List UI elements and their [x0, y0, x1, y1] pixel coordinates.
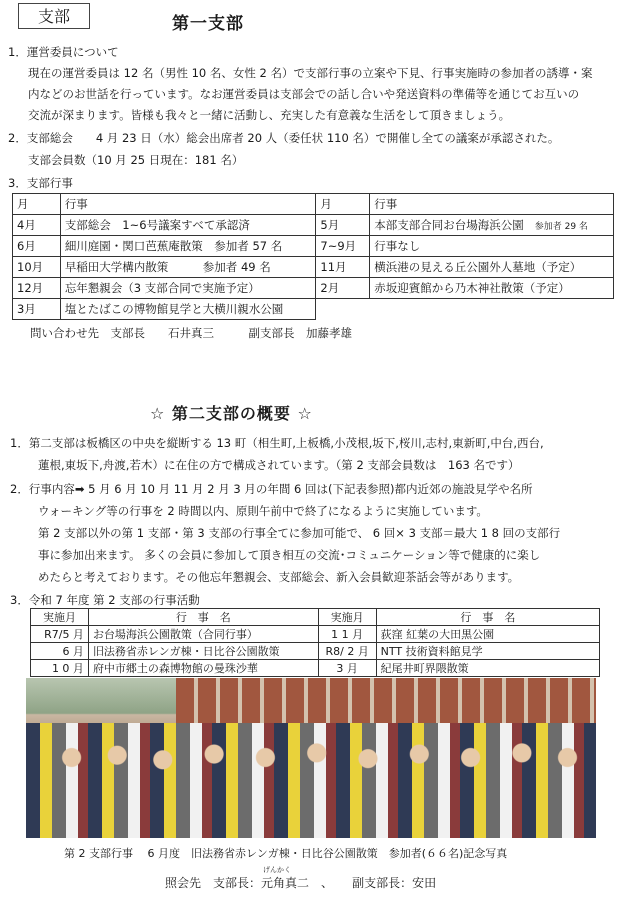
b2-item2-line: めたらと考えております。その他忘年懇親会、支部総会、新入会員歓迎茶話会等があります。	[38, 570, 520, 584]
photo-caption: 第 2 支部行事 6 月度 旧法務省赤レンガ棟・日比谷公園散策 参加者(６６名)記念写真	[64, 847, 508, 860]
table-row	[31, 643, 600, 660]
table-cell: R7/5 月	[31, 626, 89, 643]
table-cell: 4月	[13, 215, 61, 236]
table-cell: 10月	[13, 257, 61, 278]
table-cell: お台場海浜公園散策（合同行事）	[88, 626, 318, 643]
table-row	[13, 299, 614, 320]
table-header-cell: 月	[316, 194, 370, 215]
table-cell-empty	[316, 299, 370, 320]
table-cell: 忘年懇親会（3 支部合同で実施予定）	[60, 278, 316, 299]
group-photo	[26, 678, 596, 838]
table-header-row	[31, 609, 600, 626]
b1-item1-line: 現在の運営委員は 12 名（男性 10 名、女性 2 名）で支部行事の立案や下見、行事実施時の参加者の誘導・案	[28, 66, 593, 80]
b1-events-table	[12, 193, 614, 320]
table-header-row	[13, 194, 614, 215]
b1-item1-title: 1．運営委員について	[8, 45, 119, 59]
table-cell: 旧法務省赤レンガ棟・日比谷公園散策	[88, 643, 318, 660]
participant-count: 参加者 29 名	[534, 222, 588, 232]
table-header-cell: 月	[13, 194, 61, 215]
table-header-cell: 実施月	[31, 609, 89, 626]
table-cell: R8/ 2 月	[318, 643, 376, 660]
page-title: 第一支部	[172, 14, 244, 34]
table-row	[13, 278, 614, 299]
table-cell: 荻窪 紅葉の大田黒公園	[376, 626, 599, 643]
table-row	[13, 257, 614, 278]
event-name: 本部支部合同お台場海浜公園	[374, 218, 524, 232]
table-cell: 3月	[13, 299, 61, 320]
section-label: 支部	[18, 3, 90, 29]
table-cell: 11月	[316, 257, 370, 278]
table-cell: 3 月	[318, 660, 376, 677]
table-row	[31, 660, 600, 677]
table-cell: 1 1 月	[318, 626, 376, 643]
b2-contact	[165, 866, 437, 891]
table-cell: 5月	[316, 215, 370, 236]
table-cell: NTT 技術資料館見学	[376, 643, 599, 660]
table-row	[13, 236, 614, 257]
table-cell: 赤坂迎賓館から乃木神社散策（予定）	[370, 278, 614, 299]
b2-title: ☆ 第二支部の概要 ☆	[150, 404, 313, 423]
table-cell: 6 月	[31, 643, 89, 660]
table-cell: 細川庭園・関口芭蕉庵散策 参加者 57 名	[60, 236, 316, 257]
b1-item1-line: 交流が深まります。皆様も我々と一緒に活動し、充実した有意義な生活をして頂きましょう。	[28, 108, 511, 122]
contact-chief: 照会先 支部長：元角真二 、	[165, 876, 334, 890]
table-cell: 紀尾井町界隈散策	[376, 660, 599, 677]
table-header-cell: 行事	[370, 194, 614, 215]
table-cell: 支部総会 1~6号議案すべて承認済	[60, 215, 316, 236]
b2-item3-title: 3．令和 7 年度 第 2 支部の行事活動	[10, 593, 200, 607]
table-cell: 2月	[316, 278, 370, 299]
table-cell: 行事なし	[370, 236, 614, 257]
b2-item2-line: 第 2 支部以外の第 1 支部・第 3 支部の行事全てに参加可能で、 6 回× 3 支部＝最大 1 8 回の支部行	[38, 526, 561, 540]
b2-item2-line: ウォーキング等の行事を 2 時間以内、原則午前中で終了になるように実施しています。	[38, 504, 488, 518]
name-ruby: げんかく	[263, 866, 291, 874]
b1-item3-title: 3．支部行事	[8, 176, 73, 190]
table-header-cell: 実施月	[318, 609, 376, 626]
contact-vice-chief: 副支部長：安田	[352, 876, 437, 890]
b1-members: 支部会員数（10 月 25 日現在：181 名）	[28, 153, 244, 167]
b2-item2-line: 2．行事内容➡ 5 月 6 月 10 月 11 月 2 月 3 月の年間 6 回は(下記表参照)都内近郊の施設見学や名所	[10, 482, 533, 496]
b2-item1-line: 1．第二支部は板橋区の中央を縦断する 13 町（相生町,上板橋,小茂根,坂下,桜川,志村,東新町,中台,西台,	[10, 436, 544, 450]
table-row	[31, 626, 600, 643]
table-row	[13, 215, 614, 236]
table-cell: 塩とたばこの博物館見学と大横川親水公園	[60, 299, 316, 320]
b1-item2: 2．支部総会 4 月 23 日（水）総会出席者 20 人（委任状 110 名）で開催し全ての議案が承認された。	[8, 131, 560, 145]
table-cell: 1 0 月	[31, 660, 89, 677]
table-header-cell: 行 事 名	[88, 609, 318, 626]
table-cell: 早稲田大学構内散策 参加者 49 名	[60, 257, 316, 278]
table-cell: 6月	[13, 236, 61, 257]
b2-item2-line: 事に参加出来ます。 多くの会員に参加して頂き相互の交流･コミュニケーション等で健康的に楽し	[38, 548, 541, 562]
photo-crowd	[26, 723, 596, 838]
b2-item1-line: 蓮根,東坂下,舟渡,若木）に在住の方で構成されています。（第 2 支部会員数は 163 名です）	[38, 458, 520, 472]
table-cell: 7~9月	[316, 236, 370, 257]
b1-item1-line: 内などのお世話を行っています。なお運営委員は支部会での話し合いや発送資料の準備等を通じてお互いの	[28, 87, 580, 101]
table-cell: 府中市郷土の森博物館の曼珠沙華	[88, 660, 318, 677]
b2-events-table	[30, 608, 600, 677]
b1-contact: 問い合わせ先 支部長 石井真三 副支部長 加藤孝雄	[30, 326, 352, 340]
table-header-cell: 行 事 名	[376, 609, 599, 626]
table-cell: 12月	[13, 278, 61, 299]
table-cell	[370, 215, 614, 236]
table-cell: 横浜港の見える丘公園外人墓地（予定）	[370, 257, 614, 278]
table-header-cell: 行事	[60, 194, 316, 215]
table-cell-empty	[370, 299, 614, 320]
